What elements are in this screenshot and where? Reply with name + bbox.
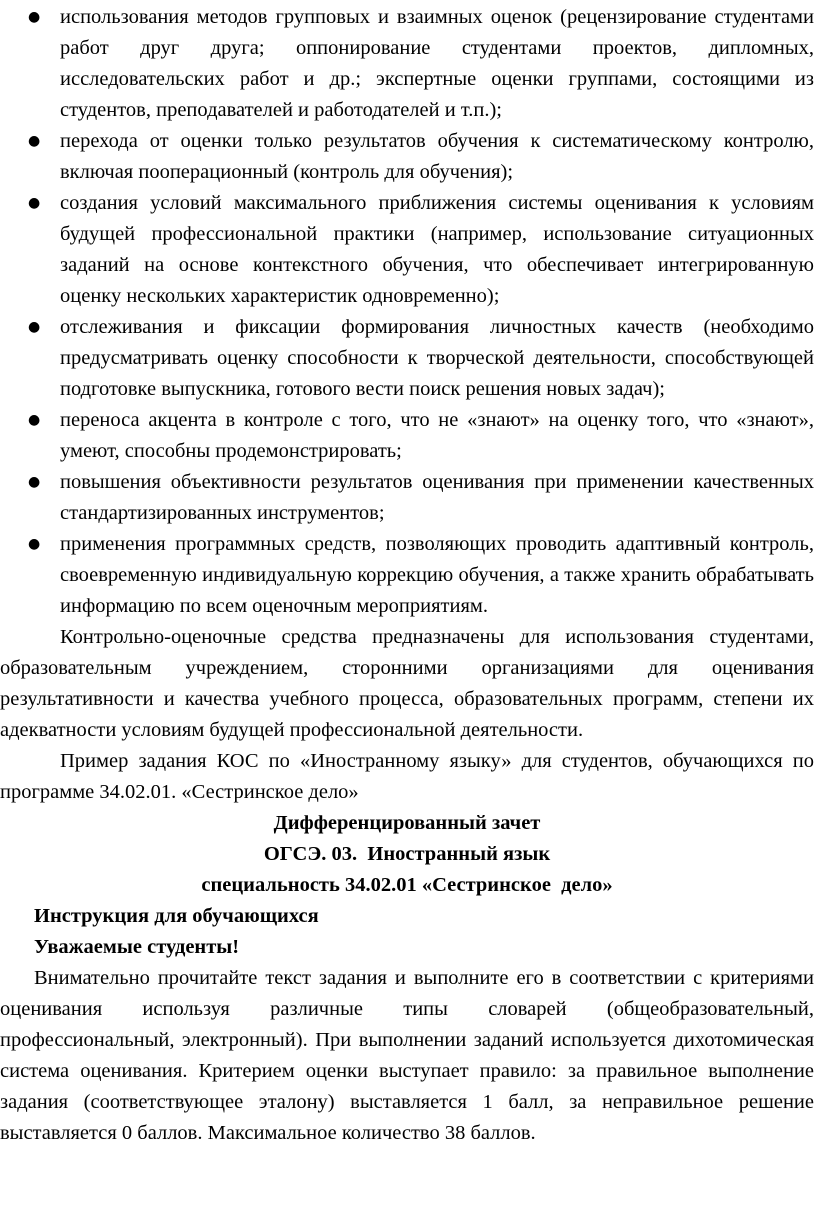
instructions-body: Внимательно прочитайте текст задания и выполните его в соответствии с критериями оценивания используя различные типы словарей (общеобразовательный, профессиональный, электронный). При выполнении заданий используется дихотомическая система оценивания. Критерием оценки выступает правило: за правильное выполнение задания (соответствующее эталону) выставляется 1 балл, за неправильное решение выставляется 0 баллов. Максимальное количество 38 баллов. — [0, 967, 814, 1144]
greeting: Уважаемые студенты! — [34, 936, 240, 958]
list-item-text: создания условий максимального приближения системы оценивания к условиям будущей профессиональной практики (например, использование ситуационных заданий на основе контекстного обучения, что обеспечивает интегрированную оценку нескольких характеристик одновременно); — [60, 192, 814, 307]
bullet-dot-icon: ● — [28, 133, 41, 149]
bullet-dot-icon: ● — [28, 195, 41, 211]
list-item-text: использования методов групповых и взаимных оценок (рецензирование студентами работ друг друга; оппонирование студентами проектов, дипломных, исследовательских работ и др.; экспертные оценки группами, состоящими из студентов, преподавателей и работодателей и т.п.); — [60, 6, 814, 121]
list-item — [0, 312, 814, 405]
instructions-heading: Инструкция для обучающихся — [34, 905, 319, 927]
list-item-text: перехода от оценки только результатов обучения к систематическому контролю, включая пооперационный (контроль для обучения); — [60, 130, 814, 183]
list-item — [0, 529, 814, 622]
list-item — [0, 126, 814, 188]
list-item-text: переноса акцента в контроле с того, что не «знают» на оценку того, что «знают», умеют, способны продемонстрировать; — [60, 409, 814, 462]
bullet-dot-icon: ● — [28, 9, 41, 25]
specialty-heading: специальность 34.02.01 «Сестринское дело» — [201, 874, 613, 896]
list-item — [0, 188, 814, 312]
list-item — [0, 405, 814, 467]
example-paragraph: Пример задания КОС по «Иностранному языку» для студентов, обучающихся по программе 34.02.01. «Сестринское дело» — [0, 750, 814, 803]
kos-purpose-paragraph: Контрольно-оценочные средства предназначены для использования студентами, образовательным учреждением, сторонними организациями для оценивания результативности и качества учебного процесса, образовательных программ, степени их адекватности условиям будущей профессиональной деятельности. — [0, 626, 814, 741]
bullet-dot-icon: ● — [28, 412, 41, 428]
bullet-dot-icon: ● — [28, 536, 41, 552]
exam-title: Дифференцированный зачет — [273, 812, 541, 834]
requirements-list — [0, 2, 814, 622]
bullet-dot-icon: ● — [28, 474, 41, 490]
list-item-text: применения программных средств, позволяющих проводить адаптивный контроль, своевременную индивидуальную коррекцию обучения, а также хранить обрабатывать информацию по всем оценочным мероприятиям. — [60, 533, 814, 617]
list-item-text: повышения объективности результатов оценивания при применении качественных стандартизированных инструментов; — [60, 471, 814, 524]
list-item — [0, 2, 814, 126]
bullet-dot-icon: ● — [28, 319, 41, 335]
list-item — [0, 467, 814, 529]
list-item-text: отслеживания и фиксации формирования личностных качеств (необходимо предусматривать оценку способности к творческой деятельности, способствующей подготовке выпускника, готового вести поиск решения новых задач); — [60, 316, 814, 400]
subject-heading: ОГСЭ. 03. Иностранный язык — [263, 843, 551, 865]
